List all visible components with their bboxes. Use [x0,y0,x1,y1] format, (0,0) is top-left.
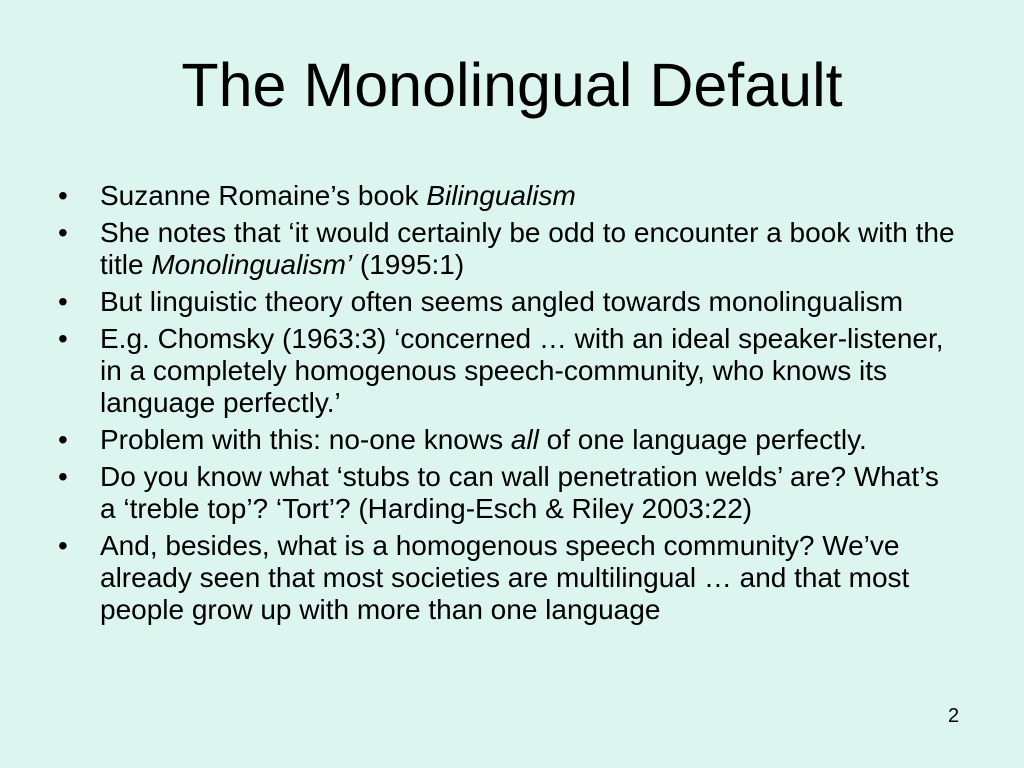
bullet-dot-icon: • [58,424,68,455]
bullet-dot-icon: • [58,323,68,354]
bullet-dot-icon: • [58,180,68,211]
bullet-item [58,217,958,281]
bullet-text-segment: Suzanne Romaine’s book [100,180,427,211]
bullet-text-segment: (1995:1) [352,249,465,280]
bullet-text [100,530,909,625]
bullet-text-segment: And, besides, what is a homogenous speech community? We’ve already seen that most societies are multilingual … and that most people grow up with more than one language [100,530,910,625]
bullet-text [100,323,944,418]
bullet-dot-icon: • [58,286,68,317]
slide-number: 2 [948,705,960,727]
bullet-item [58,180,958,212]
bullet-list [58,180,958,631]
bullet-text-segment: Problem with this: no-one knows [100,424,511,455]
bullet-text-segment: Do you know what ‘stubs to can wall penetration welds’ are? What’s a ‘treble top’? ‘Tort’? (Harding-Esch & Riley 2003:22) [100,461,939,524]
bullet-dot-icon: • [58,530,68,561]
bullet-text-segment: She notes that ‘it would certainly be odd to encounter a book with the title [100,217,955,280]
bullet-item [58,424,958,456]
bullet-text-italic: Monolingualism’ [151,249,353,280]
bullet-item [58,323,958,419]
bullet-text-italic: Bilingualism [426,180,576,211]
bullet-dot-icon: • [58,461,68,492]
bullet-text-segment: E.g. Chomsky (1963:3) ‘concerned … with an ideal speaker-listener, in a completely homogenous speech-community, who knows its language perfectly.’ [100,323,944,418]
bullet-item [58,530,958,626]
bullet-item [58,461,958,525]
bullet-text-segment: But linguistic theory often seems angled towards monolingualism [100,286,904,317]
bullet-text [100,217,955,280]
bullet-text-segment: of one language perfectly. [538,424,867,455]
bullet-item [58,286,958,318]
bullet-text [100,461,939,524]
bullet-text-italic: all [510,424,539,455]
bullet-dot-icon: • [58,217,68,248]
bullet-text [100,286,903,317]
bullet-text [100,180,576,211]
bullet-text [100,424,867,455]
slide-title: The Monolingual Default [181,51,843,119]
